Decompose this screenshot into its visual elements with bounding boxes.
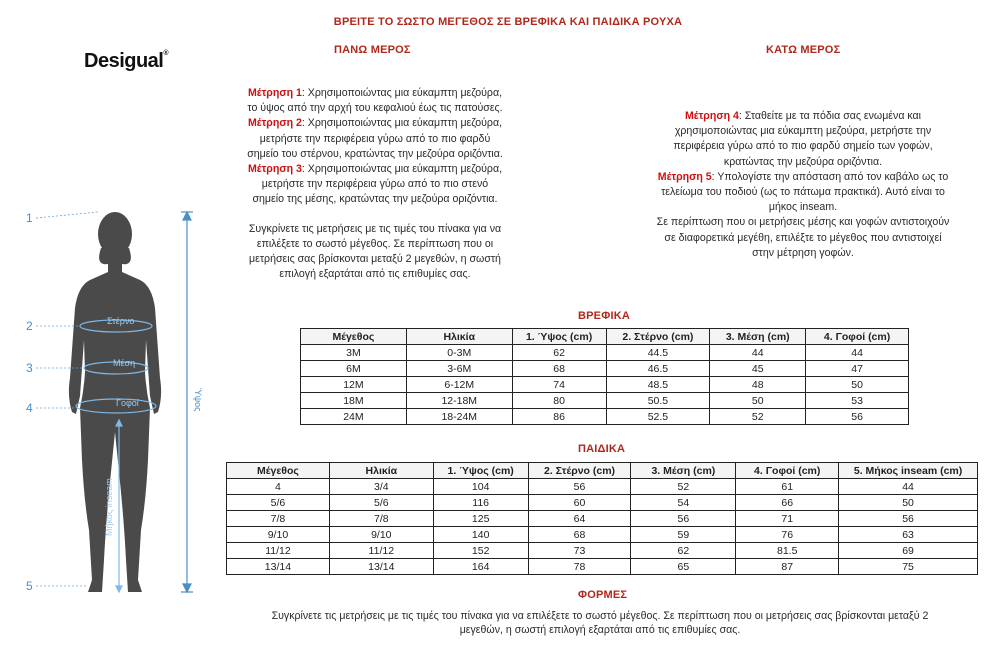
table-cell: 11/12 (227, 543, 330, 559)
table-cell: 63 (839, 527, 978, 543)
table-cell: 44 (710, 345, 806, 361)
table-cell: 18M (301, 393, 407, 409)
forms-heading: ΦΟΡΜΕΣ (578, 589, 628, 601)
table-row (301, 361, 909, 377)
babies-heading: ΒΡΕΦΙΚΑ (578, 310, 630, 322)
kids-col-header: 4. Γοφοί (cm) (736, 463, 839, 479)
m3-label: Μέτρηση 3 (247, 163, 302, 176)
table-cell: 68 (528, 527, 631, 543)
upper-instructions (215, 86, 535, 282)
babies-col-header: 2. Στέρνο (cm) (606, 329, 710, 345)
table-cell: 152 (433, 543, 528, 559)
table-row (227, 559, 978, 575)
table-cell: 52.5 (606, 409, 710, 425)
compare-text-b: επιλέξετε το σωστό μέγεθος. Σε περίπτωση που οι (256, 237, 494, 250)
table-row (227, 511, 978, 527)
m4-label: Μέτρηση 4 (684, 110, 739, 122)
table-cell: 47 (806, 361, 909, 377)
table-cell: 73 (528, 543, 631, 559)
table-cell: 50.5 (606, 393, 710, 409)
kids-col-header: 5. Μήκος inseam (cm) (839, 463, 978, 479)
table-cell: 54 (631, 495, 736, 511)
lower-heading: ΚΑΤΩ ΜΕΡΟΣ (766, 44, 841, 56)
table-cell: 125 (433, 511, 528, 527)
m5-text-c: μήκος inseam. (768, 201, 838, 214)
table-cell: 18-24M (406, 409, 512, 425)
babies-size-table (300, 328, 909, 425)
table-cell: 60 (528, 495, 631, 511)
kids-col-header: Ηλικία (329, 463, 433, 479)
kids-col-header: 1. Ύψος (cm) (433, 463, 528, 479)
table-cell: 64 (528, 511, 631, 527)
forms-text-a: Συγκρίνετε τις μετρήσεις με τις τιμές του πίνακα για να επιλέξετε το σωστό μέγεθος. Σε περίπτωση που οι μετρήσεις σας βρίσκονται μεταξύ 2 (271, 610, 929, 622)
table-cell: 104 (433, 479, 528, 495)
kids-heading: ΠΑΙΔΙΚΑ (578, 443, 626, 455)
table-cell: 7/8 (227, 511, 330, 527)
table-cell: 68 (512, 361, 606, 377)
table-cell: 75 (839, 559, 978, 575)
marker-3: 3 (26, 361, 33, 375)
table-cell: 44 (806, 345, 909, 361)
table-cell: 62 (631, 543, 736, 559)
page-title: ΒΡΕΙΤΕ ΤΟ ΣΩΣΤΟ ΜΕΓΕΘΟΣ ΣΕ ΒΡΕΦΙΚΑ ΚΑΙ ΠΑΙΔΙΚΑ ΡΟΥΧΑ (333, 16, 683, 28)
marker-4: 4 (26, 401, 33, 415)
table-cell: 44 (839, 479, 978, 495)
table-cell: 86 (512, 409, 606, 425)
table-cell: 76 (736, 527, 839, 543)
table-cell: 11/12 (329, 543, 433, 559)
m5-text-a: : Υπολογίστε την απόσταση από τον καβάλο ως το (711, 170, 949, 183)
forms-text-b: μεγεθών, η σωστή επιλογή εξαρτάται από τις επιθυμίες σας. (459, 624, 741, 636)
lower-note-c: στην μέτρηση γοφών. (752, 246, 854, 259)
inseam-label: Μήκος inseam (104, 478, 114, 536)
babies-col-header: Μέγεθος (301, 329, 407, 345)
table-cell: 116 (433, 495, 528, 511)
table-cell: 56 (631, 511, 736, 527)
table-cell: 56 (839, 511, 978, 527)
table-cell: 53 (806, 393, 909, 409)
table-cell: 52 (631, 479, 736, 495)
kids-size-table (226, 462, 978, 575)
m4-text-a: : Σταθείτε με τα πόδια σας ενωμένα και (738, 110, 922, 122)
m2-text-c: σημείο του στέρνου, κρατώντας την μεζούρα οριζόντια. (247, 147, 503, 160)
table-cell: 13/14 (329, 559, 433, 575)
table-cell: 140 (433, 527, 528, 543)
kids-col-header: 3. Μέση (cm) (631, 463, 736, 479)
m4-text-d: κρατώντας την μεζούρα οριζόντια. (723, 155, 883, 168)
waist-label: Μέση (113, 358, 136, 368)
table-row (301, 377, 909, 393)
table-cell: 3-6M (406, 361, 512, 377)
babies-col-header: Ηλικία (406, 329, 512, 345)
table-cell: 66 (736, 495, 839, 511)
table-cell: 12-18M (406, 393, 512, 409)
table-cell: 7/8 (329, 511, 433, 527)
table-cell: 12M (301, 377, 407, 393)
table-cell: 3M (301, 345, 407, 361)
table-cell: 13/14 (227, 559, 330, 575)
m2-label: Μέτρηση 2 (247, 117, 302, 130)
table-row (301, 345, 909, 361)
marker-5: 5 (26, 579, 33, 593)
m3-text-a: : Χρησιμοποιώντας μια εύκαμπτη μεζούρα, (301, 163, 503, 176)
m3-text-c: σημείο της μέσης, κρατώντας την μεζούρα οριζόντια. (252, 193, 498, 206)
table-cell: 6-12M (406, 377, 512, 393)
table-cell: 80 (512, 393, 606, 409)
m1-text-b: το ύψος από την αρχή του κεφαλιού έως τις πατούσες. (247, 102, 503, 115)
table-cell: 61 (736, 479, 839, 495)
table-cell: 50 (806, 377, 909, 393)
table-cell: 50 (710, 393, 806, 409)
compare-text-d: επιλογή εξαρτάται από τις επιθυμίες σας. (279, 268, 471, 281)
table-cell: 6M (301, 361, 407, 377)
table-cell: 5/6 (227, 495, 330, 511)
table-cell: 44.5 (606, 345, 710, 361)
m5-label: Μέτρηση 5 (657, 170, 712, 183)
marker-1: 1 (26, 211, 33, 225)
table-cell: 52 (710, 409, 806, 425)
table-cell: 50 (839, 495, 978, 511)
compare-text-a: Συγκρίνετε τις μετρήσεις με τις τιμές του πίνακα για να (248, 222, 502, 235)
marker-2: 2 (26, 319, 33, 333)
babies-col-header: 3. Μέση (cm) (710, 329, 806, 345)
table-cell: 24M (301, 409, 407, 425)
table-cell: 9/10 (329, 527, 433, 543)
table-row (301, 393, 909, 409)
table-cell: 46.5 (606, 361, 710, 377)
m3-text-b: μετρήστε την περιφέρεια γύρω από το πιο στενό (261, 178, 489, 191)
table-cell: 56 (528, 479, 631, 495)
m1-text-a: : Χρησιμοποιώντας μια εύκαμπτη μεζούρα, (301, 87, 503, 99)
m1-label: Μέτρηση 1 (247, 87, 302, 99)
babies-header-row (301, 329, 909, 345)
table-cell: 69 (839, 543, 978, 559)
m4-text-c: περιφέρεια γύρω από το πιο φαρδύ σημείο των γοφών, (673, 140, 933, 153)
table-cell: 71 (736, 511, 839, 527)
kids-header-row (227, 463, 978, 479)
m2-text-b: μετρήστε την περιφέρεια γύρω από το πιο φαρδύ (259, 132, 491, 145)
table-cell: 87 (736, 559, 839, 575)
lower-instructions (618, 109, 988, 261)
m5-text-b: τελείωμα του ποδιού (ως το πάτωμα πρακτικά). Αυτό είναι το (661, 186, 945, 199)
table-row (227, 495, 978, 511)
hips-label: Γοφοί (116, 398, 139, 408)
m2-text-a: : Χρησιμοποιώντας μια εύκαμπτη μεζούρα, (301, 117, 503, 130)
table-cell: 48.5 (606, 377, 710, 393)
upper-heading: ΠΑΝΩ ΜΕΡΟΣ (334, 44, 411, 56)
compare-text-c: μετρήσεις σας βρίσκονται μεταξύ 2 μεγεθών, η σωστή (249, 253, 501, 266)
table-cell: 62 (512, 345, 606, 361)
table-row (227, 543, 978, 559)
table-cell: 74 (512, 377, 606, 393)
brand-logo-text: Desigual (84, 50, 164, 72)
lower-note-b: σε διαφορετικά μεγέθη, επιλέξτε το μέγεθος που αντιστοιχεί (664, 231, 942, 244)
table-row (301, 409, 909, 425)
height-arrow (181, 212, 193, 592)
table-cell: 56 (806, 409, 909, 425)
table-cell: 0-3M (406, 345, 512, 361)
table-row (227, 479, 978, 495)
kids-col-header: Μέγεθος (227, 463, 330, 479)
table-cell: 48 (710, 377, 806, 393)
table-cell: 5/6 (329, 495, 433, 511)
table-cell: 45 (710, 361, 806, 377)
forms-text (200, 609, 1000, 637)
table-cell: 78 (528, 559, 631, 575)
table-cell: 3/4 (329, 479, 433, 495)
table-cell: 81.5 (736, 543, 839, 559)
lower-note-a: Σε περίπτωση που οι μετρήσεις μέσης και γοφών αντιστοιχούν (656, 216, 950, 229)
m4-text-b: χρησιμοποιώντας μια εύκαμπτη μεζούρα, μετρήστε την (674, 125, 932, 138)
babies-col-header: 1. Ύψος (cm) (512, 329, 606, 345)
brand-logo: Desigual® (84, 50, 169, 72)
table-cell: 164 (433, 559, 528, 575)
chest-label: Στέρνο (107, 316, 135, 326)
height-label: Ύψος (193, 388, 203, 412)
table-cell: 65 (631, 559, 736, 575)
table-row (227, 527, 978, 543)
measurement-figure (0, 200, 215, 610)
table-cell: 59 (631, 527, 736, 543)
table-cell: 4 (227, 479, 330, 495)
table-cell: 9/10 (227, 527, 330, 543)
kids-col-header: 2. Στέρνο (cm) (528, 463, 631, 479)
babies-col-header: 4. Γοφοί (cm) (806, 329, 909, 345)
